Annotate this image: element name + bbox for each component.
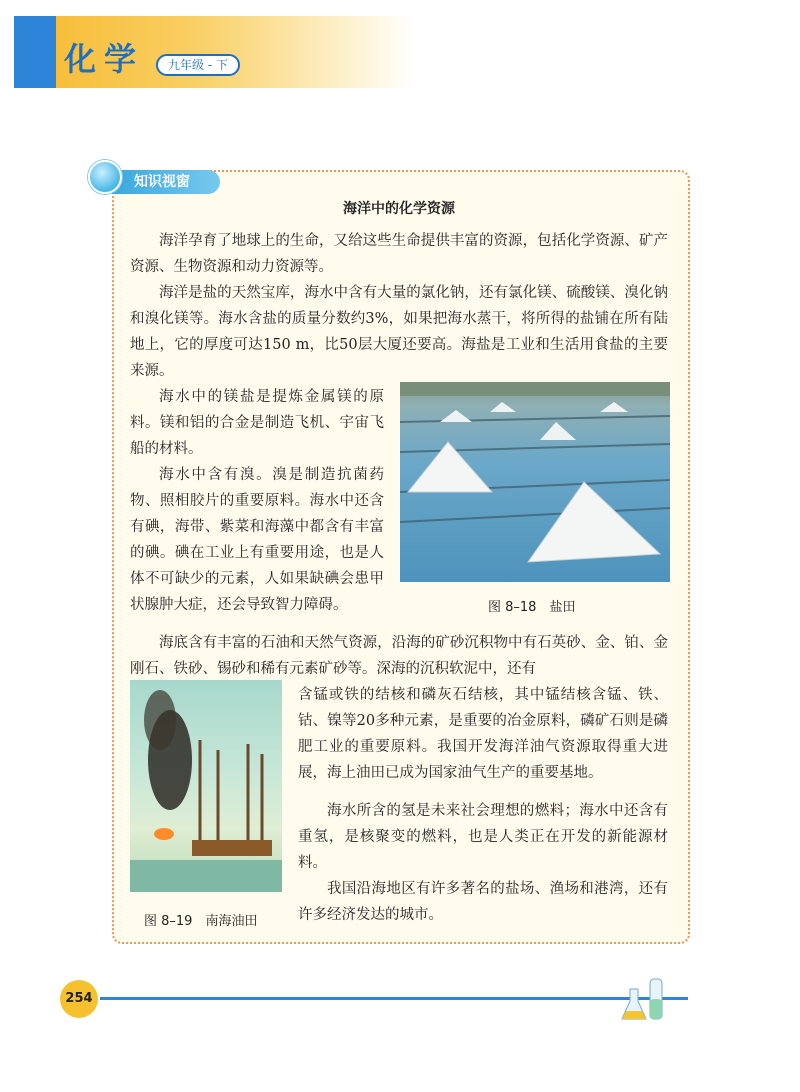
knowledge-window-badge: 知识视窗: [112, 170, 220, 194]
paragraph: 海洋是盐的天然宝库，海水中含有大量的氯化钠，还有氯化镁、硫酸镁、溴化钠和溴化镁等。海水含盐的质量分数约3%，如果把海水蒸干，将所得的盐铺在所有陆地上，它的厚度可达150 m，比50层大厦还要高。海盐是工业和生活用食盐的主要来源。: [130, 285, 668, 379]
paragraph: 海水所含的氢是未来社会理想的燃料；海水中还含有重氢，是核聚变的燃料，也是人类正在开发的新能源材料。: [298, 803, 668, 871]
window-icon: [88, 160, 122, 194]
figure-caption-salt: 图 8–18 盐田: [488, 600, 576, 615]
paragraph: 我国沿海地区有许多著名的盐场、渔场和港湾，还有许多经济发达的城市。: [298, 881, 668, 923]
paragraph: 海水中含有溴。溴是制造抗菌药物、照相胶片的重要原料。海水中还含有碘，海带、紫菜和海藻中都含有丰富的碘。碘在工业上有重要用途，也是人体不可缺少的元素，人如果缺碘会患甲状腺肿大症，还会导致智力障碍。: [130, 467, 384, 613]
box-title: 海洋中的化学资源: [343, 201, 455, 217]
salt-field-photo: [400, 382, 670, 582]
paragraph: 海洋孕育了地球上的生命，又给这些生命提供丰富的资源，包括化学资源、矿产资源、生物资源和动力资源等。: [130, 233, 668, 275]
figure-caption-oil: 图 8–19 南海油田: [144, 914, 258, 929]
grade-label: 九年级 - 下: [156, 54, 240, 76]
flask-icon: [620, 975, 672, 1025]
subject-title: 化学: [64, 40, 145, 78]
paragraph: 海水中的镁盐是提炼金属镁的原料。镁和铝的合金是制造飞机、宇宙飞船的材料。: [130, 389, 384, 457]
paragraph: 海底含有丰富的石油和天然气资源，沿海的矿砂沉积物中有石英砂、金、铂、金刚石、铁砂、锡砂和稀有元素矿砂等。深海的沉积软泥中，还有: [130, 635, 668, 677]
footer-rule: [100, 997, 688, 1000]
oil-field-photo: [130, 680, 282, 892]
page-number: 254: [60, 980, 98, 1018]
header-accent-bar: [14, 16, 56, 88]
paragraph: 含锰或铁的结核和磷灰石结核，其中锰结核含锰、铁、钴、镍等20多种元素，是重要的冶金原料，磷矿石则是磷肥工业的重要原料。我国开发海洋油气资源取得重大进展，海上油田已成为国家油气生产的重要基地。: [298, 687, 668, 781]
